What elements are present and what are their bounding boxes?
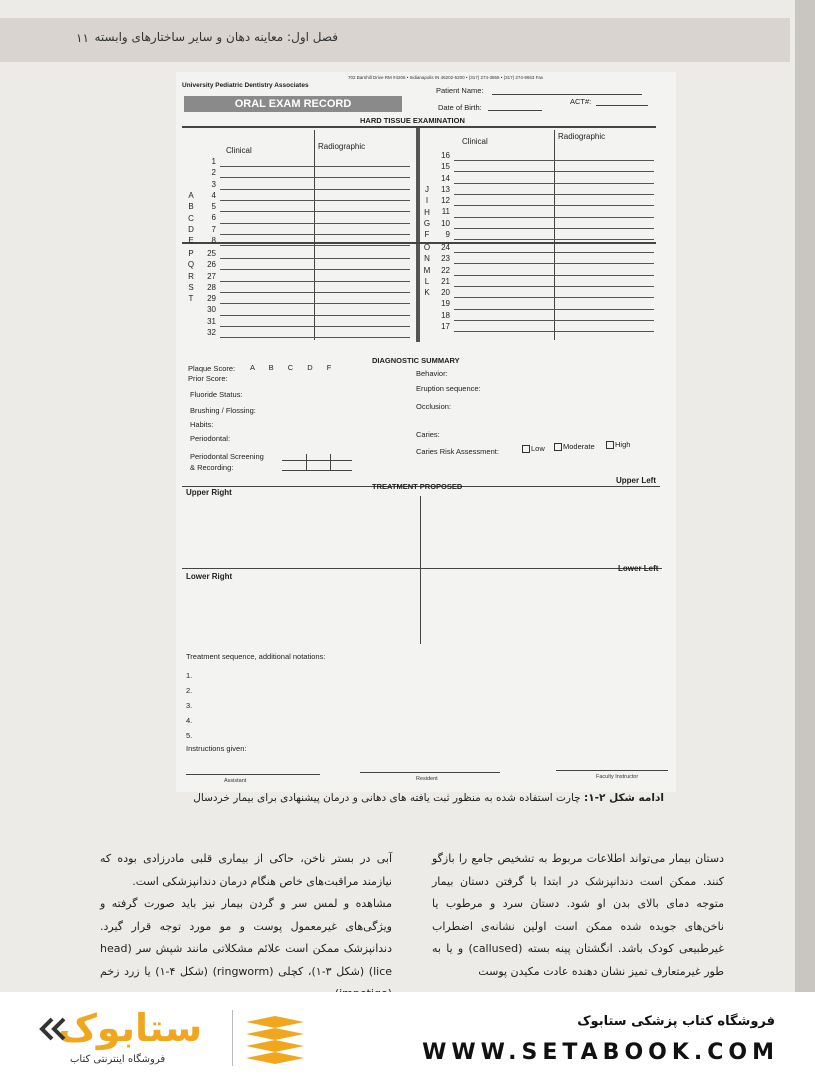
perio-grid-top: [282, 460, 352, 461]
perio-grid-v1: [306, 454, 307, 470]
fluoride-label: Fluoride Status:: [190, 390, 243, 399]
arch-divider: [182, 242, 656, 244]
tooth-entry-line: [220, 326, 410, 327]
upper-right-letters: [422, 184, 432, 240]
tooth-label: 13: [441, 184, 450, 194]
paragraph: مشاهده و لمس سر و گردن بیمار نیز باید صورت گرفته و ویژگی‌های غیرمعمول پوست و مو مورد توجه قرار گیرد. دندانپزشک ممکن است علائم مشکلاتی مانند شپش سر (head lice) (شکل ۳-۱)، کچلی (ringworm) (شکل ۴-۱) یا زرد زخم: [100, 897, 393, 978]
setabook-logo: ستابوک: [58, 1006, 203, 1050]
tooth-label: N: [424, 254, 430, 264]
upper-left-letters: [186, 190, 196, 246]
tooth-label: 32: [207, 328, 216, 338]
org-name: University Pediatric Dentistry Associates: [182, 82, 309, 89]
store-banner: [0, 992, 815, 1080]
faculty-signature-line: [556, 770, 668, 771]
treatment-arch-line: [182, 568, 662, 569]
risk-moderate-option: [554, 442, 595, 451]
tooth-entry-line: [454, 275, 654, 276]
tooth-label: 16: [441, 151, 450, 160]
caries-label: Caries:: [416, 430, 440, 439]
tooth-entry-line: [454, 309, 654, 310]
instructions-label: Instructions given:: [186, 744, 247, 753]
body-column-left: [100, 848, 392, 1006]
upper-left-numbers: [198, 156, 216, 246]
tooth-entry-line: [454, 228, 654, 229]
brushing-label: Brushing / Flossing:: [190, 406, 256, 415]
chevrons-icon: [36, 1016, 66, 1042]
figure-caption: [174, 792, 664, 804]
caries-risk-label: Caries Risk Assessment:: [416, 447, 499, 456]
tooth-entry-line: [454, 217, 654, 218]
perio-grid-v2: [330, 454, 331, 470]
tooth-label: 22: [441, 265, 450, 275]
tooth-entry-line: [454, 194, 654, 195]
tooth-entry-line: [220, 292, 410, 293]
tooth-entry-line: [454, 297, 654, 298]
tooth-label: 12: [441, 196, 450, 206]
tooth-label: 18: [441, 310, 450, 320]
tooth-label: 5: [211, 202, 216, 212]
plaque-score-label: Plaque Score:: [188, 364, 236, 373]
upper-left-label: Upper Left: [616, 476, 656, 485]
treatment-center-line: [420, 496, 421, 644]
tooth-label: 4: [211, 190, 216, 200]
risk-low-text: Low: [531, 444, 545, 453]
tooth-label: 1: [211, 157, 216, 166]
dob-line: [488, 110, 542, 111]
tooth-label: T: [188, 294, 194, 304]
tooth-entry-line: [454, 183, 654, 184]
assistant-signature-line: [186, 774, 320, 775]
treatment-sequence-list: [186, 668, 192, 743]
sequence-item: 4.: [186, 716, 193, 725]
body-column-right: [432, 848, 724, 983]
tooth-label: 26: [207, 260, 216, 270]
tooth-entry-line: [220, 189, 410, 190]
tooth-label: 27: [207, 271, 216, 281]
perio-recording-label: & Recording:: [190, 463, 234, 472]
tooth-label: B: [188, 202, 194, 212]
tooth-entry-line: [454, 171, 654, 172]
patient-name-label: Patient Name:: [436, 86, 484, 95]
assistant-label: Assistant: [224, 778, 247, 784]
resident-label: Resident: [416, 776, 438, 782]
tooth-label: 28: [207, 282, 216, 292]
logo-subtitle: فروشگاه اینترنتی کتاب: [70, 1054, 166, 1065]
tooth-entry-line: [220, 234, 410, 235]
tooth-entry-line: [220, 245, 410, 246]
tooth-entry-line: [220, 211, 410, 212]
sequence-item: 5.: [186, 731, 193, 740]
tooth-label: 23: [441, 254, 450, 264]
treatment-sequence-label: Treatment sequence, additional notations:: [186, 652, 326, 661]
tooth-label: 3: [211, 179, 216, 189]
risk-moderate-checkbox: [554, 443, 562, 451]
tooth-label: O: [423, 243, 431, 252]
tooth-entry-line: [454, 286, 654, 287]
risk-low-option: [522, 444, 545, 453]
caption-label: ادامه شکل ۲-۱:: [584, 792, 664, 804]
lower-left-numbers: [198, 248, 216, 338]
risk-high-option: [606, 440, 630, 449]
tooth-label: 11: [441, 207, 450, 217]
tooth-entry-line: [220, 281, 410, 282]
tooth-label: 24: [441, 243, 450, 252]
sequence-item: 2.: [186, 686, 193, 695]
tooth-entry-line: [220, 223, 410, 224]
running-header: [0, 18, 790, 62]
perio-grid-bottom: [282, 470, 352, 471]
tooth-label: H: [424, 207, 430, 217]
tooth-entry-line: [454, 239, 654, 240]
upper-right-label: Upper Right: [186, 488, 232, 497]
tooth-label: 15: [441, 162, 450, 172]
dob-label: Date of Birth:: [438, 103, 482, 112]
faculty-label: Faculty Instructor: [596, 774, 639, 780]
lower-right-label: Lower Right: [186, 572, 233, 581]
radiographic-header-right: Radiographic: [558, 132, 606, 141]
tooth-entry-line: [220, 258, 410, 259]
sequence-item: 1.: [186, 671, 193, 680]
sequence-item: 3.: [186, 701, 193, 710]
tooth-label: R: [188, 271, 194, 281]
page-number: ۱۱: [76, 31, 89, 45]
tooth-label: 29: [207, 294, 216, 304]
tooth-entry-line: [454, 252, 654, 253]
oral-exam-form: [176, 72, 676, 792]
tooth-entry-line: [220, 303, 410, 304]
lower-left-letters: [186, 248, 196, 304]
tooth-label: 21: [441, 276, 450, 286]
habits-label: Habits:: [190, 420, 214, 429]
banner-divider: [232, 1010, 233, 1066]
tooth-entry-line: [220, 177, 410, 178]
chapter-title: فصل اول: معاینه دهان و سایر ساختارهای وابسته: [94, 30, 338, 44]
store-name: فروشگاه کتاب پزشکی ستابوک: [577, 1014, 775, 1029]
tooth-label: L: [424, 276, 430, 286]
tooth-entry-line: [454, 320, 654, 321]
col-divider-left: [314, 130, 315, 340]
upper-right-numbers: [432, 150, 450, 240]
risk-low-checkbox: [522, 445, 530, 453]
tooth-label: G: [423, 218, 431, 228]
tooth-label: 25: [207, 249, 216, 258]
tooth-label: 9: [445, 230, 450, 240]
tooth-entry-line: [454, 331, 654, 332]
lower-right-letters: [422, 242, 432, 298]
tooth-label: J: [425, 185, 429, 194]
tooth-label: 14: [441, 173, 450, 183]
act-label: ACT#:: [570, 97, 592, 106]
org-address: 702 Barnhill Drive RM #4205 • Indianapolis IN 46202-5200 • (317) 274-3865 • (317) 274-9653 Fax: [348, 75, 544, 80]
treatment-proposed-heading: TREATMENT PROPOSED: [372, 482, 463, 491]
tooth-label: Q: [187, 260, 195, 270]
tooth-entry-line: [454, 263, 654, 264]
tooth-label: D: [188, 224, 194, 234]
tooth-label: M: [423, 265, 431, 275]
behavior-label: Behavior:: [416, 369, 448, 378]
tooth-label: 10: [441, 218, 450, 228]
lower-right-numbers: [432, 242, 450, 332]
tooth-entry-line: [454, 205, 654, 206]
lower-left-label: Lower Left: [618, 564, 659, 573]
risk-moderate-text: Moderate: [563, 442, 595, 451]
radiographic-header-left: Radiographic: [318, 142, 366, 151]
tooth-label: C: [188, 213, 194, 223]
tooth-label: E: [188, 236, 194, 246]
paragraph: دستان بیمار می‌تواند اطلاعات مربوط به تشخیص جامع را بازگو کنند. ممکن است دندانپزشک در ابتدا با گرفتن دستان بیمار متوجه دمای بالای بدن او شود. دستان سرد و مرطوب یا ناخن‌های جویده شده ممکن است اولین نشانه‌ی اضطراب غیرطبیعی کودک باشد. انگشتان پینه بسته (callused) و یا به طور غیرمتعارف تمیز نشان دهنده عادت مکیدن پوست: [432, 852, 724, 978]
clinical-header-right: Clinical: [462, 137, 488, 146]
tooth-label: K: [424, 288, 430, 298]
perio-screening-label: Periodontal Screening: [190, 452, 264, 461]
tooth-label: 19: [441, 299, 450, 309]
act-line: [596, 105, 648, 106]
eruption-label: Eruption sequence:: [416, 384, 481, 393]
resident-signature-line: [360, 772, 500, 773]
book-stack-icon: [242, 1014, 308, 1064]
tooth-label: 17: [441, 322, 450, 332]
paragraph: آبی در بستر ناخن، حاکی از بیماری قلبی مادرزادی بوده که نیازمند مراقبت‌های خاص هنگام درمان دندانپزشکی است.: [100, 852, 392, 888]
periodontal-label: Periodontal:: [190, 434, 231, 443]
risk-high-checkbox: [606, 441, 614, 449]
tooth-label: 7: [211, 224, 216, 234]
tooth-entry-line: [454, 160, 654, 161]
tooth-entry-line: [220, 315, 410, 316]
tooth-label: 31: [207, 316, 216, 326]
tooth-label: 6: [211, 213, 216, 223]
store-url[interactable]: WWW.SETABOOK.COM: [422, 1040, 779, 1065]
page-edge: [795, 0, 815, 1000]
risk-high-text: High: [615, 440, 631, 449]
hard-tissue-heading: HARD TISSUE EXAMINATION: [360, 116, 465, 125]
tooth-label: S: [188, 282, 194, 292]
tooth-label: 2: [211, 168, 216, 178]
prior-score-label: Prior Score:: [188, 374, 228, 383]
tooth-label: A: [188, 191, 194, 200]
tooth-label: 30: [207, 305, 216, 315]
form-title: ORAL EXAM RECORD: [184, 96, 402, 112]
tooth-entry-line: [220, 337, 410, 338]
tooth-label: F: [424, 230, 430, 240]
tooth-label: P: [188, 249, 194, 258]
occlusion-label: Occlusion:: [416, 402, 452, 411]
clinical-header-left: Clinical: [226, 146, 252, 155]
quadrant-divider: [416, 128, 420, 342]
tooth-label: 20: [441, 288, 450, 298]
caption-text: چارت استفاده شده به منظور ثبت یافته های دهانی و درمان پیشنهادی برای بیمار خردسال: [193, 792, 581, 804]
tooth-label: 8: [211, 236, 216, 246]
plaque-score-options: A B C D F: [250, 363, 332, 372]
tooth-label: I: [425, 196, 429, 206]
diagnostic-summary-heading: DIAGNOSTIC SUMMARY: [372, 356, 460, 365]
tooth-entry-line: [220, 269, 410, 270]
patient-name-line: [492, 94, 642, 95]
tooth-entry-line: [220, 166, 410, 167]
tooth-entry-line: [220, 200, 410, 201]
